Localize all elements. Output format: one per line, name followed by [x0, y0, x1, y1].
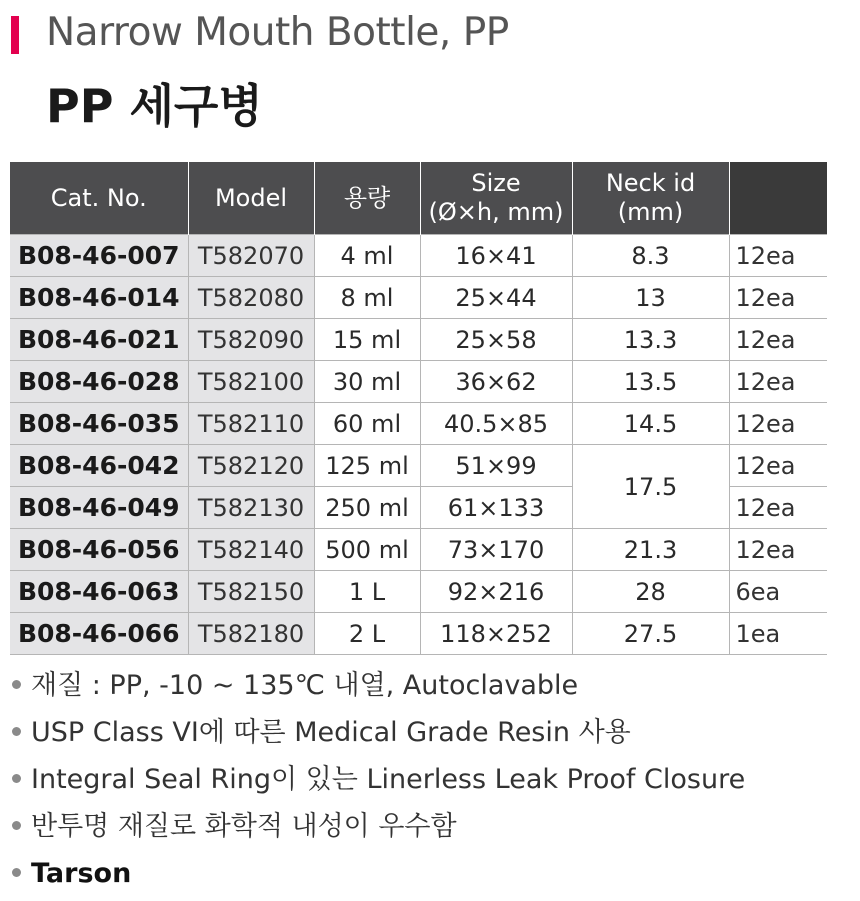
cell-model: T582110	[188, 403, 314, 445]
table-row	[10, 277, 827, 319]
cell-size: 118×252	[420, 613, 572, 655]
cell-pack: 12ea	[729, 361, 827, 403]
cell-cat-no: B08-46-049	[10, 487, 188, 529]
cell-size: 73×170	[420, 529, 572, 571]
table-row	[10, 235, 827, 277]
cell-size: 36×62	[420, 361, 572, 403]
cell-cat-no: B08-46-014	[10, 277, 188, 319]
cell-cat-no: B08-46-066	[10, 613, 188, 655]
cell-volume: 250 ml	[314, 487, 420, 529]
cell-neck-id: 14.5	[572, 403, 729, 445]
cell-neck-id: 13.3	[572, 319, 729, 361]
cell-volume: 30 ml	[314, 361, 420, 403]
list-item	[12, 666, 745, 713]
col-header-pack	[729, 162, 827, 235]
cell-neck-id: 13	[572, 277, 729, 319]
cell-neck-id: 21.3	[572, 529, 729, 571]
cell-pack: 12ea	[729, 529, 827, 571]
cell-model: T582150	[188, 571, 314, 613]
bullet-icon	[12, 680, 21, 689]
cell-cat-no: B08-46-042	[10, 445, 188, 487]
cell-volume: 8 ml	[314, 277, 420, 319]
col-header-model: Model	[188, 162, 314, 235]
cell-size: 40.5×85	[420, 403, 572, 445]
cell-volume: 125 ml	[314, 445, 420, 487]
cell-model: T582070	[188, 235, 314, 277]
cell-model: T582140	[188, 529, 314, 571]
col-header-size	[420, 162, 572, 235]
cell-neck-id: 13.5	[572, 361, 729, 403]
cell-pack: 12ea	[729, 319, 827, 361]
cell-cat-no: B08-46-063	[10, 571, 188, 613]
table-row	[10, 529, 827, 571]
cell-pack: 12ea	[729, 487, 827, 529]
bullet-icon	[12, 774, 21, 783]
bullet-icon	[12, 727, 21, 736]
cell-volume: 15 ml	[314, 319, 420, 361]
title-accent-bar	[11, 16, 19, 54]
cell-volume: 1 L	[314, 571, 420, 613]
col-header-neck-line2: (mm)	[617, 198, 684, 226]
cell-neck-id: 27.5	[572, 613, 729, 655]
note-resin: USP Class VI에 따른 Medical Grade Resin 사용	[31, 717, 631, 748]
cell-volume: 500 ml	[314, 529, 420, 571]
cell-size: 61×133	[420, 487, 572, 529]
cell-size: 16×41	[420, 235, 572, 277]
bullet-icon	[12, 868, 21, 877]
list-item	[12, 854, 745, 901]
col-header-size-line1: Size	[471, 169, 521, 198]
cell-cat-no: B08-46-056	[10, 529, 188, 571]
cell-size: 25×58	[420, 319, 572, 361]
cell-pack: 12ea	[729, 403, 827, 445]
col-header-cat-no: Cat. No.	[10, 162, 188, 235]
note-resistance: 반투명 재질로 화학적 내성이 우수함	[31, 811, 457, 842]
cell-neck-id-merged: 17.5	[572, 445, 729, 529]
cell-size: 51×99	[420, 445, 572, 487]
page-title-korean: PP 세구병	[46, 79, 263, 133]
cell-pack: 6ea	[729, 571, 827, 613]
page-title-english: Narrow Mouth Bottle, PP	[46, 10, 509, 55]
cell-model: T582120	[188, 445, 314, 487]
note-brand: Tarson	[31, 858, 132, 889]
cell-neck-id: 28	[572, 571, 729, 613]
cell-volume: 60 ml	[314, 403, 420, 445]
cell-model: T582180	[188, 613, 314, 655]
cell-size: 25×44	[420, 277, 572, 319]
cell-pack: 12ea	[729, 445, 827, 487]
list-item	[12, 760, 745, 807]
table-header-row	[10, 162, 827, 235]
cell-model: T582130	[188, 487, 314, 529]
col-header-size-line2: (Ø×h, mm)	[428, 198, 564, 226]
note-closure: Integral Seal Ring이 있는 Linerless Leak Proof Closure	[31, 764, 746, 795]
table-row	[10, 361, 827, 403]
col-header-neck-id	[572, 162, 729, 235]
bullet-icon	[12, 821, 21, 830]
cell-neck-id: 8.3	[572, 235, 729, 277]
table-row	[10, 403, 827, 445]
cell-cat-no: B08-46-007	[10, 235, 188, 277]
list-item	[12, 713, 745, 760]
cell-model: T582090	[188, 319, 314, 361]
col-header-volume: 용량	[314, 162, 420, 235]
spec-table	[10, 162, 827, 655]
feature-notes-list	[12, 666, 745, 901]
table-row	[10, 613, 827, 655]
cell-size: 92×216	[420, 571, 572, 613]
cell-volume: 2 L	[314, 613, 420, 655]
cell-pack: 12ea	[729, 235, 827, 277]
cell-cat-no: B08-46-021	[10, 319, 188, 361]
note-material: 재질 : PP, -10 ~ 135℃ 내열, Autoclavable	[31, 670, 579, 701]
cell-model: T582080	[188, 277, 314, 319]
table-row	[10, 571, 827, 613]
list-item	[12, 807, 745, 854]
cell-pack: 12ea	[729, 277, 827, 319]
table-row	[10, 445, 827, 487]
cell-cat-no: B08-46-035	[10, 403, 188, 445]
cell-cat-no: B08-46-028	[10, 361, 188, 403]
cell-volume: 4 ml	[314, 235, 420, 277]
col-header-neck-line1: Neck id	[605, 169, 696, 198]
table-row	[10, 319, 827, 361]
cell-model: T582100	[188, 361, 314, 403]
cell-pack: 1ea	[729, 613, 827, 655]
